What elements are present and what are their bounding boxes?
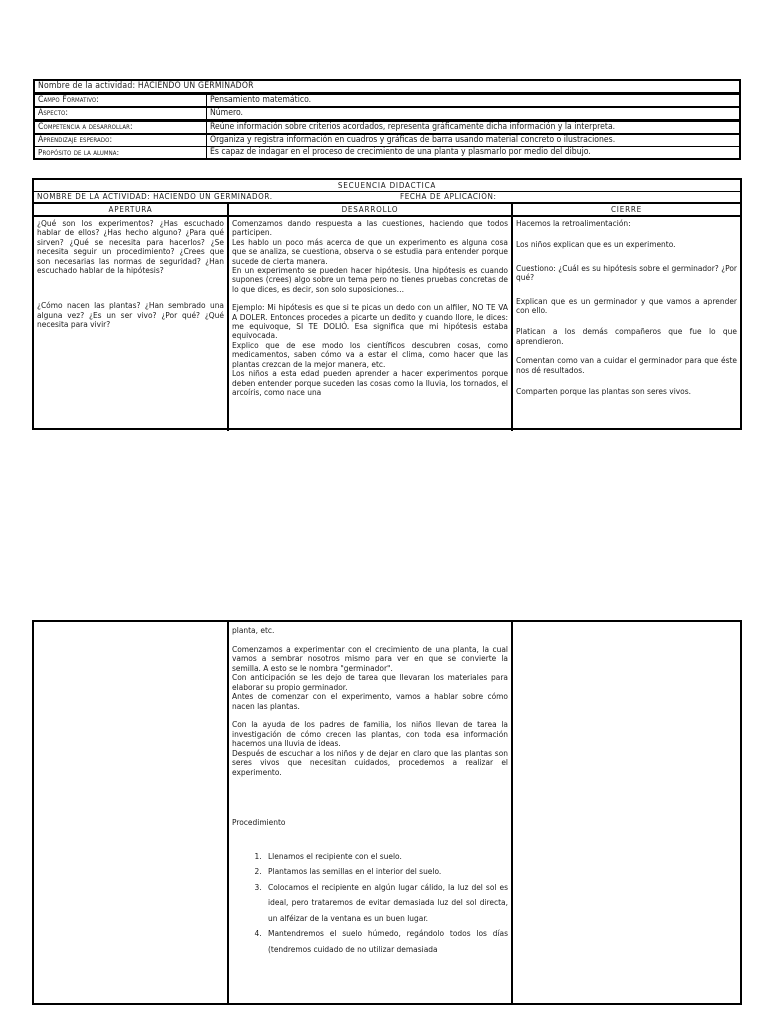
cierre-text-7: Comparten porque las plantas son seres vivos. xyxy=(516,386,692,397)
sequence-title: SECUENCIA DIDACTICA xyxy=(34,180,740,192)
apertura-text-1: ¿Qué son los experimentos? ¿Has escuchado hablar de ellos? ¿Has hecho alguno? ¿Para qué sirven? ¿Qué se necesita para hacerlos? ¿Se necesita seguir un procedimiento? ¿Crees que son necesarias las normas de seguridad? ¿Han escuchado hablar de la hipótesis? xyxy=(37,218,224,276)
aspecto-value: Número. xyxy=(210,108,243,118)
competencia-label: Competencia a desarrollar: xyxy=(35,122,207,133)
continuation-apertura-column xyxy=(34,622,229,1003)
cierre-column xyxy=(513,204,740,431)
step-item: 4. Mantendremos el suelo húmedo, regándolo todos los días (tendremos cuidado de no utilizar demasiada xyxy=(264,926,508,957)
proposito-row xyxy=(35,146,739,158)
procedimiento-steps xyxy=(232,849,508,958)
aprendizaje-row xyxy=(35,133,739,146)
desarrollo-text-4: Ejemplo: Mi hipótesis es que si te picas un dedo con un alfiler, NO TE VA A DOLER. Entonces procedes a picarte un dedito y cuando llore, le dices: me equivoque, SI TE DOLIÓ. Esa significa que mi hipótesis estaba equivocada. xyxy=(232,302,508,341)
desarrollo-text-3: En un experimento se pueden hacer hipótesis. Una hipótesis es cuando supones (crees) algo sobre un tema pero no tienes pruebas concretas de lo que dices, es decir, son solo suposiciones… xyxy=(232,265,508,294)
step-item: 2. Plantamos las semillas en el interior del suelo. xyxy=(264,864,508,880)
cierre-text-2: Los niños explican que es un experimento. xyxy=(516,239,676,250)
competencia-row xyxy=(35,121,739,133)
desarrollo-text-1: Comenzamos dando respuesta a las cuestiones, haciendo que todos participen. xyxy=(232,218,508,238)
continuation-intro: planta, etc. xyxy=(232,625,275,635)
apertura-column xyxy=(34,204,229,431)
continuation-text-3: Antes de comenzar con el experimento, vamos a hablar sobre cómo nacen las plantas. xyxy=(232,691,508,711)
apertura-text-2: ¿Cómo nacen las plantas? ¿Han sembrado una alguna vez? ¿Es un ser vivo? ¿Por qué? ¿Qué necesita para vivir? xyxy=(37,300,224,330)
activity-name: Nombre de la actividad: HACIENDO UN GERMINADOR xyxy=(38,81,254,91)
apertura-header: APERTURA xyxy=(34,204,227,217)
aprendizaje-value: Organiza y registra información en cuadros y gráficas de barra usando material concreto o ilustraciones. xyxy=(210,135,616,145)
aspecto-row xyxy=(35,106,739,121)
continuation-table xyxy=(32,620,742,1005)
desarrollo-text-2: Les hablo un poco más acerca de que un experimento es alguna cosa que se analiza, se cuestiona, observa o se estudia para entender porque sucede de cierta manera. xyxy=(232,236,508,266)
cierre-text-5: Platican a los demás compañeros que fue lo que aprendieron. xyxy=(516,326,737,346)
continuation-desarrollo-column xyxy=(229,622,513,1003)
proposito-value: Es capaz de indagar en el proceso de crecimiento de una planta y plasmarlo por medio del dibujo. xyxy=(210,147,591,157)
procedimiento-title: Procedimiento xyxy=(232,817,286,827)
sequence-subheader xyxy=(34,192,740,204)
desarrollo-column xyxy=(229,204,513,431)
continuation-text-5: Después de escuchar a los niños y de dejar en claro que las plantas son seres vivos que necesitan cuidados, procedemos a realizar el experimento. xyxy=(232,747,508,777)
activity-name-row xyxy=(35,81,739,94)
sequence-date-label: FECHA DE APLICACIÓN: xyxy=(400,192,497,201)
continuation-cierre-column xyxy=(513,622,740,1003)
aspecto-label: Aspecto: xyxy=(35,108,207,119)
sequence-table xyxy=(32,178,742,430)
campo-formativo-label: Campo Formativo: xyxy=(35,95,207,106)
continuation-text-4: Con la ayuda de los padres de familia, los niños llevan de tarea la investigación de cómo crecen las plantas, con toda esa información hacemos una lluvia de ideas. xyxy=(232,719,508,748)
activity-info-table xyxy=(33,79,741,160)
campo-formativo-value: Pensamiento matemático. xyxy=(210,95,312,105)
competencia-value: Reúne información sobre criterios acordados, representa gráficamente dicha información y la interpreta. xyxy=(210,122,616,132)
cierre-text-6: Comentan como van a cuidar el germinador para que éste nos dé resultados. xyxy=(516,355,737,375)
step-item: 1. Llenamos el recipiente con el suelo. xyxy=(264,849,508,865)
desarrollo-text-6: Los niños a esta edad pueden aprender a hacer experimentos porque deben entender porque suceden las cosas como la lluvia, los tornados, el arcoíris, como nace una xyxy=(232,368,508,397)
cierre-text-1: Hacemos la retroalimentación: xyxy=(516,218,631,228)
desarrollo-header: DESARROLLO xyxy=(229,204,511,217)
campo-formativo-row xyxy=(35,94,739,106)
desarrollo-text-5: Explico que de ese modo los científicos descubren cosas, como medicamentos, saben cómo va a estar el clima, como hacer que las plantas crezcan de la mejor manera, etc. xyxy=(232,339,508,369)
cierre-text-3: Cuestiono: ¿Cuál es su hipótesis sobre el germinador? ¿Por qué? xyxy=(516,262,737,283)
cierre-header: CIERRE xyxy=(513,204,740,217)
aprendizaje-label: Aprendizaje esperado: xyxy=(35,135,207,146)
sequence-activity-name: NOMBRE DE LA ACTIVIDAD: HACIENDO UN GERMINADOR. xyxy=(37,192,273,201)
step-item: 3. Colocamos el recipiente en algún lugar cálido, la luz del sol es ideal, pero trataremos de evitar demasiada luz del sol directa, un alféizar de la ventana es un buen lugar. xyxy=(264,880,508,927)
cierre-text-4: Explican que es un germinador y que vamos a aprender con ello. xyxy=(516,295,737,316)
proposito-label: Propósito de la alumna: xyxy=(35,147,207,158)
continuation-text-2: Con anticipación se les dejo de tarea que llevaran los materiales para elaborar su propio germinador. xyxy=(232,672,508,692)
continuation-text-1: Comenzamos a experimentar con el crecimiento de una planta, la cual vamos a sembrar nosotros mismo para ver en que se convierte la semilla. A esto se le nombra "germinador". xyxy=(232,643,508,673)
